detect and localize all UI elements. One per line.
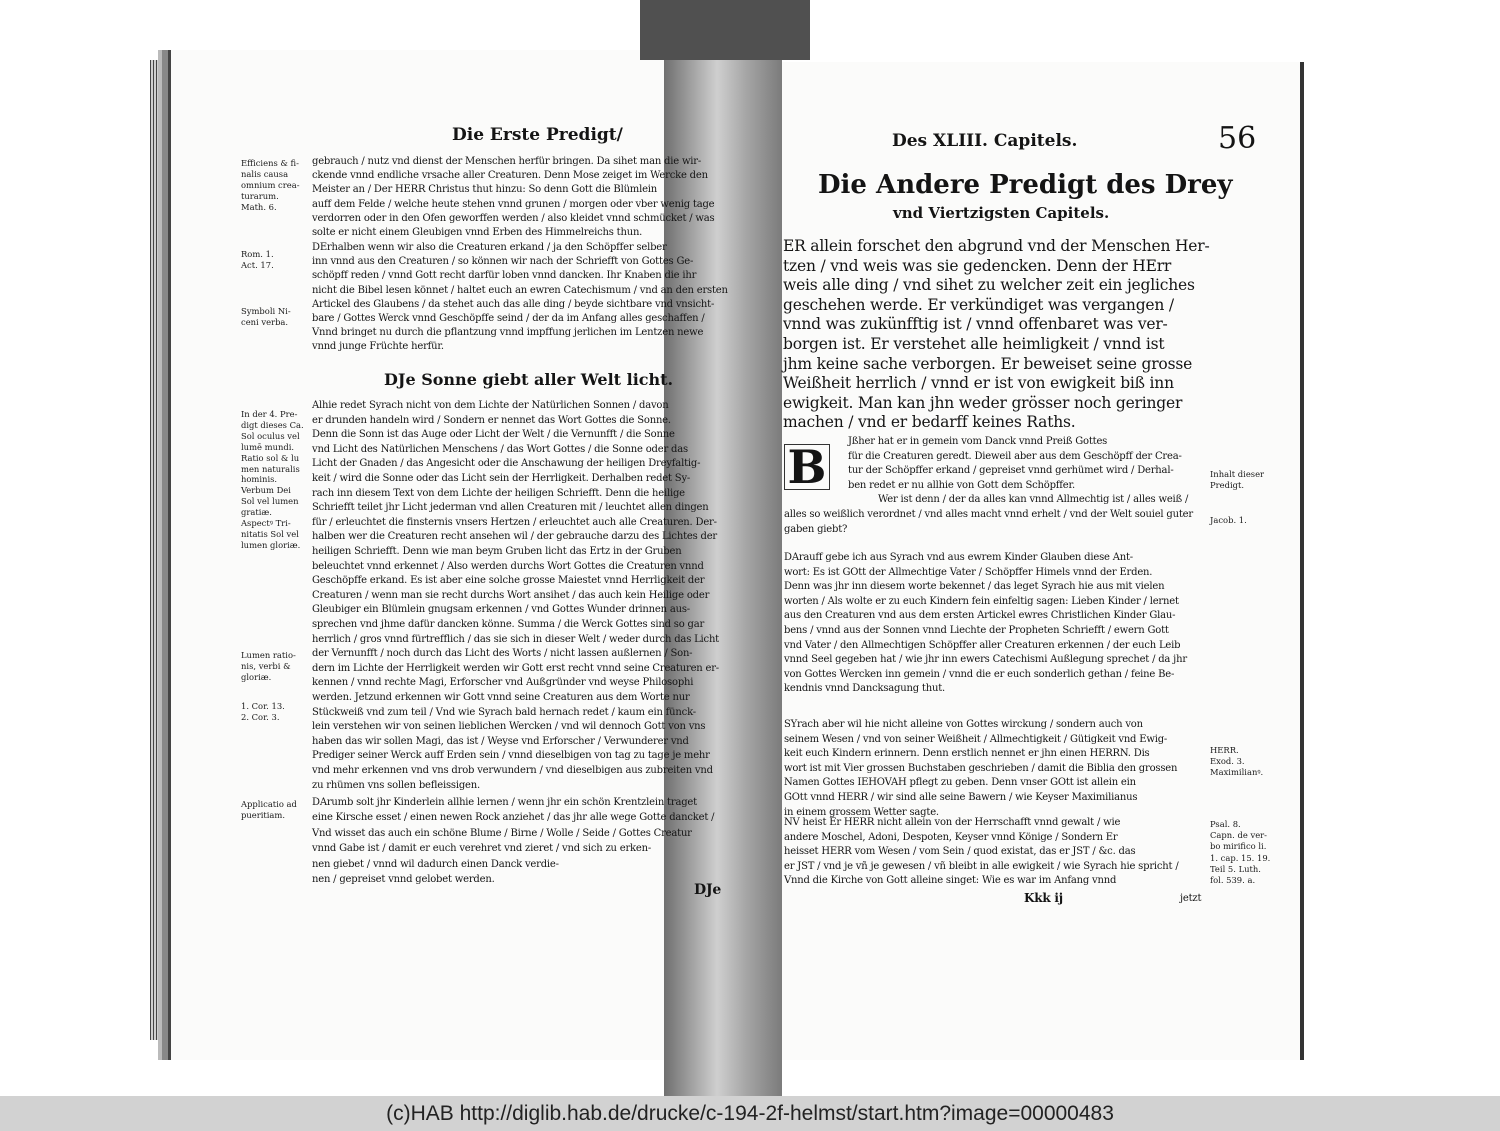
text-line: kendnis vnnd Dancksagung thut.: [784, 683, 946, 695]
text-line: Prediger seiner Werck auff Erden sein / vnnd dieselbigen von tag zu tage je mehr: [312, 750, 710, 762]
text-line: ben redet er nu allhie von Gott dem Schöpffer.: [848, 479, 1075, 491]
text-line: Vnnd bringet nu durch die pflantzung vnnd impffung jerlichen im Lentzen newe: [312, 327, 704, 339]
margin-note: Teil 5. Luth.: [1210, 863, 1261, 874]
text-line: machen / vnd er bedarff keines Raths.: [783, 413, 1076, 432]
text-line: gaben giebt?: [784, 523, 848, 535]
text-line: inn vnnd aus den Creaturen / so können wir nach der Schriefft von Gottes Ge-: [312, 256, 694, 268]
text-line: Creaturen / wenn man sie recht durchs Wort ansihet / das auch kein Heilige oder: [312, 589, 710, 601]
left-section-heading: DJe Sonne giebt aller Welt licht.: [384, 370, 674, 389]
text-line: schöpff reden / vnnd Gott recht darfür loben vnnd dancken. Ihr Knaben die ihr: [312, 270, 697, 282]
margin-note: hominis.: [241, 474, 278, 485]
text-line: DArumb solt jhr Kinderlein allhie lernen / wenn jhr ein schön Krentzlein traget: [312, 797, 697, 808]
margin-note: lumē mundi.: [241, 441, 295, 452]
left-catchword: DJe: [694, 882, 722, 898]
text-line: keit / wird die Sonne oder das Licht sein der Herrligkeit. Derhalben redet Sy-: [312, 473, 691, 484]
margin-note: Maximilianꝰ.: [1210, 767, 1264, 778]
text-line: DArauff gebe ich aus Syrach vnd aus ewrem Kinder Glauben diese Ant-: [784, 552, 1133, 563]
margin-note: Applicatio ad: [241, 799, 297, 809]
text-line: andere Moschel, Adoni, Despoten, Keyser vnnd Könige / Sondern Er: [784, 831, 1118, 843]
text-line: sprechen vnd jhme dafür dancken könne. Summa / die Werck Gottes sind so gar: [312, 619, 705, 630]
text-line: wort: Es ist GOtt der Allmechtige Vater / Schöpffer Himels vnnd der Erden.: [784, 566, 1153, 578]
text-line: Namen Gottes IEHOVAH pflegt zu geben. Denn vnser GOtt ist allein ein: [784, 777, 1136, 789]
text-line: eine Kirsche esset / einen newen Rock anziehet / das jhr alle wege Gotte dancket /: [312, 812, 715, 824]
text-line: werden. Jetzund erkennen wir Gott vnnd seine Creaturen aus dem Worte nur: [312, 692, 690, 703]
text-line: von Gottes Wercken inn gemein / vnnd die er euch sonderlich gethan / feine Be-: [784, 668, 1175, 680]
text-line: in einem grossem Wetter sagte.: [784, 806, 939, 818]
text-line: dern im Lichte der Herrligkeit werden wir Gott erst recht vnnd seine Creaturen er-: [312, 662, 719, 674]
text-line: vnd Licht des Natürlichen Menschens / das Wort Gottes / die Sonne oder das: [312, 443, 688, 455]
margin-note: turarum.: [241, 190, 279, 201]
margin-note: Exod. 3.: [1210, 756, 1245, 767]
margin-note: Verbum Dei: [241, 485, 291, 496]
text-line: Artickel des Glaubens / da stehet auch das alle ding / beyde sichtbare vnd vnsicht-: [312, 298, 715, 310]
text-line: vnd Vater / den Allmechtigen Schöpffer aller Creaturen erkennen / der euch Leib: [784, 639, 1181, 651]
text-line: seinem Wesen / vnd von seiner Weißheit / Allmechtigkeit / Gütigkeit vnd Ewig-: [784, 733, 1168, 745]
drop-capital: B: [784, 444, 830, 490]
margin-note: digt dieses Ca.: [241, 419, 304, 430]
margin-note: Jacob. 1.: [1210, 515, 1247, 525]
text-line: vnd mehr erkennen vnd vns drob verwundern / vnd dieselbigen aus zubreiten vnd: [312, 765, 713, 776]
text-line: gebrauch / nutz vnd dienst der Menschen herfür bringen. Da sihet man die wir-: [312, 156, 702, 167]
text-line: keit euch Kindern erinnern. Denn erstlich nennet er jhn einen HERRN. Dis: [784, 748, 1150, 760]
text-line: Denn was jhr inn diesem worte bekennet / das leget Syrach hie aus mit vielen: [784, 581, 1165, 593]
sermon-title: Die Andere Predigt des Drey: [818, 170, 1233, 200]
text-line: worten / Als wolte er zu euch Kindern fein einfeltig sagen: Lieben Kinder / lernet: [784, 595, 1179, 607]
text-line: haben das wir sollen Magi, das ist / Weyse vnd Erforscher / Verwunderer vnd: [312, 735, 689, 747]
margin-note: Aspectꝰ Tri-: [241, 518, 291, 528]
text-line: Stückweiß vnd zum teil / Vnd wie Syrach bald hernach redet / kaum ein fünck-: [312, 706, 696, 718]
margin-note: omnium crea-: [241, 179, 300, 190]
margin-note: gloriæ.: [241, 671, 272, 682]
text-line: heisset HERR vom Wesen / vom Sein / quod existat, das er JST / &c. das: [784, 846, 1136, 858]
text-line: vnnd junge Früchte herfür.: [312, 341, 444, 353]
text-line: wort ist mit Vier grossen Buchstaben geschrieben / damit die Biblia den grossen: [784, 762, 1178, 774]
text-line: Licht der Gnaden / das Angesicht oder die Anschawung der heiligen Dreyfaltig-: [312, 458, 701, 470]
text-line: Weißheit herrlich / vnnd er ist von ewigkeit biß inn: [783, 374, 1174, 393]
text-line: alles so weißlich verordnet / vnd alles macht vnnd erhelt / vnd der Welt souiel guter: [784, 509, 1193, 520]
margin-note: bo mirifico li.: [1210, 841, 1267, 852]
text-line: lein verstehen wir von seinen lieblichen Wercken / vnd wil dennoch Gott von vns: [312, 721, 706, 733]
margin-note: lumen gloriæ.: [241, 539, 301, 550]
text-line: nicht die Bibel lesen könnet / haltet euch an ewren Catechismum / vnd an den ersten: [312, 284, 728, 296]
page-number: 56: [1218, 121, 1257, 156]
text-line: nen / gepreiset vnnd gelobet werden.: [312, 874, 495, 885]
text-line: herrlich / gros vnnd fürtrefflich / das sie sich in dieser Welt / weder durch das Licht: [312, 633, 719, 645]
scan-top-shadow: [640, 0, 810, 60]
text-line: er drunden handeln wird / Sondern er nennet das Wort Gottes die Sonne.: [312, 414, 671, 426]
text-line: Denn die Sonn ist das Auge oder Licht der Welt / die Vernunfft / die Sonne: [312, 429, 675, 441]
text-line: vnnd Gabe ist / damit er euch verehret vnd zieret / vnd sich zu erken-: [312, 843, 652, 855]
text-line: für die Creaturen geredt. Dieweil aber aus dem Geschöpff der Crea-: [848, 450, 1182, 462]
margin-note: HERR.: [1210, 745, 1239, 755]
attribution-bar: [0, 1096, 1500, 1131]
text-line: tzen / vnd weis was sie gedencken. Denn der HErr: [783, 256, 1172, 275]
text-line: Wer ist denn / der da alles kan vnnd Allmechtig ist / alles weiß /: [878, 494, 1189, 506]
margin-note: Ratio sol & lu: [241, 452, 300, 463]
margin-note: Predigt.: [1210, 480, 1245, 491]
margin-note: 1. cap. 15. 19.: [1210, 852, 1271, 863]
margin-note: Psal. 8.: [1210, 819, 1241, 829]
margin-note: Act. 17.: [241, 259, 274, 270]
margin-note: fol. 539. a.: [1210, 875, 1256, 885]
text-line: solte er nicht einem Gleubigen vnnd Erben des Himmelreichs thun.: [312, 227, 643, 238]
text-line: vnnd was zukünfftig ist / vnnd offenbaret was ver-: [783, 315, 1168, 334]
text-line: halben wer die Creaturen recht ansehen wil / der gebrauche darzu des Lichtes der: [312, 531, 718, 543]
margin-note: Sol oculus vel: [241, 430, 300, 441]
text-line: vnnd Seel gegeben hat / wie jhr inn ewers Catechismi Außlegung sprechet / da jhr: [784, 654, 1187, 666]
text-line: weis alle ding / vnd sihet zu welcher zeit ein jegliches: [783, 276, 1195, 295]
text-line: Schriefft teilet jhr Licht jederman vnd allen Creaturen mit / leuchtet allen dingen: [312, 502, 709, 514]
attribution-text: (c)HAB http://diglib.hab.de/drucke/c-194-2f-helmst/start.htm?image=00000483: [386, 1101, 1114, 1125]
text-line: Vnnd die Kirche von Gott alleine singet: Wie es war im Anfang vnnd: [784, 875, 1117, 887]
margin-note: nalis causa: [241, 168, 289, 179]
text-line: DErhalben wenn wir also die Creaturen erkand / ja den Schöpffer selber: [312, 242, 667, 253]
margin-note: men naturalis: [241, 463, 300, 474]
margin-note: Lumen ratio-: [241, 650, 296, 660]
margin-note: Inhalt dieser: [1210, 469, 1265, 479]
sermon-subtitle: vnd Viertzigsten Capitels.: [893, 204, 1110, 222]
text-line: bare / Gottes Werck vnnd Geschöpffe seind / der da im Anfang alles geschaffen /: [312, 313, 705, 324]
right-running-head: Des XLIII. Capitels.: [892, 131, 1078, 151]
text-line: Geschöpffe erkand. Es ist aber eine solche grosse Maiestet vnnd Herrligkeit der: [312, 575, 705, 587]
text-line: aus den Creaturen vnd aus dem ersten Artickel ewres Christlichen Kinder Glau-: [784, 610, 1176, 622]
text-line: beleuchtet vnnd erkennet / Also werden durchs Wort Gottes die Creaturen vnnd: [312, 560, 704, 572]
margin-note: Math. 6.: [241, 201, 277, 212]
text-line: heiligen Schriefft. Denn wie man beym Gruben licht das Ertz in der Gruben: [312, 546, 682, 557]
text-line: NV heist Er HERR nicht allein von der Herrschafft vnnd gewalt / wie: [784, 817, 1121, 828]
left-running-head: Die Erste Predigt/: [452, 125, 623, 145]
margin-note: Rom. 1.: [241, 249, 274, 259]
margin-note: Efficiens & fi-: [241, 158, 299, 168]
text-line: GOtt vnnd HERR / wir sind alle seine Bawern / wie Keyser Maximilianus: [784, 792, 1138, 803]
text-line: ckende vnnd endliche vrsache aller Creaturen. Denn Mose zeiget im Wercke den: [312, 170, 708, 182]
margin-note: nitatis Sol vel: [241, 528, 299, 539]
margin-note: nis, verbi &: [241, 660, 291, 671]
text-line: geschehen werde. Er verkündiget was vergangen /: [783, 295, 1174, 314]
text-line: ER allein forschet den abgrund vnd der Menschen Her-: [783, 237, 1210, 255]
margin-note: ceni verba.: [241, 316, 289, 327]
text-line: zu rhümen vns sollen befleissigen.: [312, 779, 480, 791]
text-line: er JST / vnd je vñ je gewesen / vñ bleibt in alle ewigkeit / wie Syrach hie spricht /: [784, 860, 1179, 872]
text-line: Alhie redet Syrach nicht von dem Lichte der Natürlichen Sonnen / davon: [312, 400, 669, 411]
margin-note: Symboli Ni-: [241, 306, 291, 316]
right-catchword: jetzt: [1180, 893, 1202, 904]
margin-note: gratiæ.: [241, 507, 272, 518]
margin-note: In der 4. Pre-: [241, 409, 298, 419]
text-line: Gleubiger ein Blümlein gnugsam erkennen / vnd Gottes Wunder drinnen aus-: [312, 604, 690, 616]
text-line: nen giebet / vnnd wil dadurch einen Danck verdie-: [312, 858, 559, 870]
margin-note: Capn. de ver-: [1210, 830, 1267, 841]
text-line: bens / vnnd aus der Sonnen vnnd Liechte der Propheten Schriefft / ewern Gott: [784, 625, 1169, 636]
margin-note: 2. Cor. 3.: [241, 711, 280, 722]
text-line: Meister an / Der HERR Christus thut hinzu: So denn Gott die Blümlein: [312, 184, 658, 196]
text-line: tur der Schöpffer erkand / gepreiset vnnd gerhümet wird / Derhal-: [848, 465, 1174, 477]
text-line: Jßher hat er in gemein vom Danck vnnd Preiß Gottes: [848, 436, 1108, 447]
text-line: verdorren oder in den Ofen geworffen werden / also kleidet vnnd schmücket / was: [312, 212, 715, 224]
margin-note: Sol vel lumen: [241, 496, 299, 507]
signature-mark: Kkk ij: [1024, 891, 1063, 905]
text-line: ewigkeit. Man kan jhn weder grösser noch geringer: [783, 393, 1183, 412]
text-line: für / erleuchtet die finsternis vnsers Hertzen / erleuchtet auch alle Creaturen. Der-: [312, 516, 717, 528]
text-line: borgen ist. Er verstehet alle heimligkeit / vnnd ist: [783, 335, 1165, 353]
text-line: SYrach aber wil hie nicht alleine von Gottes wirckung / sondern auch von: [784, 719, 1143, 730]
margin-note: 1. Cor. 13.: [241, 701, 285, 711]
text-line: kennen / vnnd rechte Magi, Erforscher vnd Außgründer vnd weyse Philosophi: [312, 677, 694, 689]
text-line: Vnd wisset das auch ein schöne Blume / Birne / Wolle / Seide / Gottes Creatur: [312, 827, 692, 839]
text-line: jhm keine sache verborgen. Er beweiset seine grosse: [783, 354, 1193, 373]
text-line: rach inn diesem Text von dem Lichte der heiligen Schriefft. Denn die heilige: [312, 487, 685, 499]
text-line: auff dem Felde / welche heute stehen vnnd grunen / morgen oder vber wenig tage: [312, 198, 715, 210]
text-line: der Vernunfft / noch durch das Licht des Worts / nicht lassen außlernen / Son-: [312, 648, 693, 660]
margin-note: pueritiam.: [241, 809, 286, 820]
